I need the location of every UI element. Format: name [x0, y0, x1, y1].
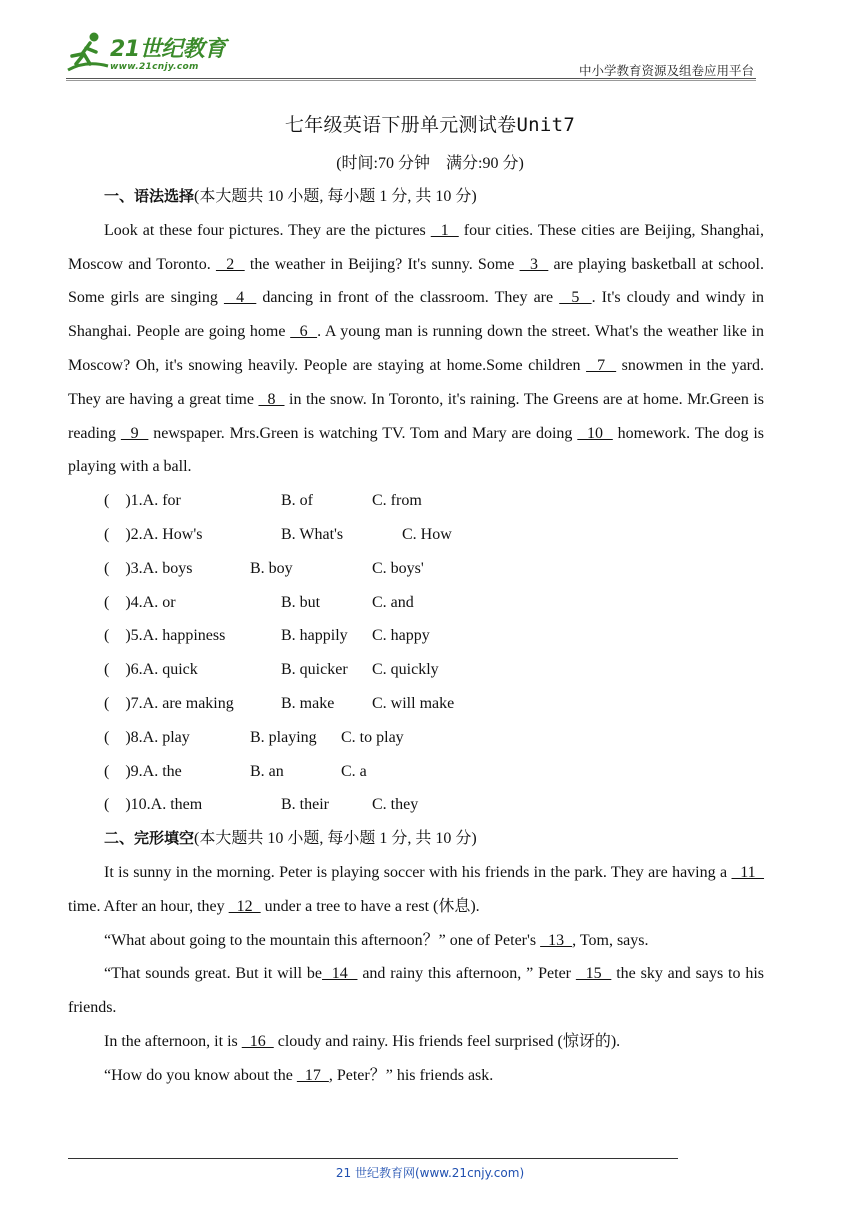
passage-text: under a tree to have a rest (休息). — [260, 897, 480, 915]
blank-12: 12 — [228, 897, 261, 915]
option-row — [68, 552, 764, 586]
passage-text: “What about going to the mountain this afternoon？” one of Peter's — [104, 931, 541, 949]
blank-2: 2 — [215, 255, 245, 273]
option-row — [68, 788, 764, 822]
option-b: B. their — [281, 796, 329, 814]
section2-paragraph-4 — [68, 1025, 764, 1059]
blank-15: 15 — [575, 965, 612, 983]
option-row — [68, 687, 764, 721]
option-b: B. quicker — [281, 661, 348, 679]
passage-text: in the snow. In Toronto, it's raining. The Greens are at home. Mr.Green is reading — [68, 390, 765, 442]
option-b: B. playing — [250, 728, 317, 746]
logo-url: www.21cnjy.com — [110, 62, 199, 72]
blank-14: 14 — [322, 965, 358, 983]
passage-text: Look at these four pictures. They are the pictures — [104, 221, 431, 239]
section2-title: 二、完形填空 — [104, 829, 195, 848]
passage-text: In the afternoon, it is — [104, 1032, 242, 1050]
blank-17: 17 — [296, 1066, 329, 1084]
option-row — [68, 484, 764, 518]
passage-text: newspaper. Mrs.Green is watching TV. Tom and Mary are doing — [148, 424, 578, 442]
blank-6: 6 — [290, 323, 318, 341]
option-row — [68, 619, 764, 653]
blank-10: 10 — [577, 424, 613, 442]
page-subtitle: (时间:70 分钟 满分:90 分) — [336, 155, 524, 172]
option-a: ( )10.A. them — [104, 796, 203, 814]
passage-text: time. After an hour, they — [68, 897, 229, 915]
section2-paragraph-3 — [68, 957, 764, 1025]
option-c: C. to play — [341, 728, 404, 746]
blank-4: 4 — [223, 289, 257, 307]
option-c: C. quickly — [372, 661, 439, 679]
page-header — [0, 0, 860, 90]
passage-text: the weather in Beijing? It's sunny. Some — [244, 255, 520, 273]
option-c: C. they — [372, 796, 419, 814]
option-b: B. but — [281, 593, 321, 611]
option-a: ( )9.A. the — [104, 762, 182, 780]
blank-9: 9 — [120, 424, 149, 442]
option-a: ( )4.A. or — [104, 593, 176, 611]
runner-logo-icon — [66, 30, 110, 76]
option-a: ( )8.A. play — [104, 728, 190, 746]
option-c: C. How — [402, 525, 452, 543]
option-c: C. happy — [372, 627, 430, 645]
option-b: B. make — [281, 694, 335, 712]
header-divider — [66, 78, 756, 79]
passage-text: “How do you know about the — [104, 1066, 297, 1084]
option-c: C. a — [341, 762, 367, 780]
section1-title: 一、语法选择 — [104, 187, 195, 205]
option-c: C. from — [372, 492, 422, 510]
option-b: B. boy — [250, 559, 293, 577]
section2-paragraph-5 — [68, 1059, 764, 1093]
logo-text: 21世纪教育 — [110, 37, 226, 62]
option-c: C. boys' — [372, 559, 424, 577]
passage-text: . It's cloudy and windy in Shanghai. People are going home — [68, 289, 765, 341]
header-divider-thin — [66, 80, 756, 81]
blank-7: 7 — [586, 356, 617, 374]
passage-text: are playing basketball at school. Some girls are singing — [68, 255, 764, 307]
option-b: B. an — [250, 762, 284, 780]
option-a: ( )7.A. are making — [104, 694, 234, 712]
header-slogan: 中小学教育资源及组卷应用平台 — [578, 63, 754, 78]
option-a: ( )6.A. quick — [104, 661, 198, 679]
option-row — [68, 518, 764, 552]
option-a: ( )3.A. boys — [104, 559, 193, 577]
site-logo — [66, 30, 236, 80]
section1-note: (本大题共 10 小题, 每小题 1 分, 共 10 分) — [194, 188, 477, 205]
option-c: C. will make — [372, 694, 455, 712]
option-b: B. happily — [281, 627, 348, 645]
passage-text: the sky and says to his friends. — [68, 965, 765, 1017]
passage-text: “That sounds great. But it will be — [104, 965, 323, 983]
passage-text: cloudy and rainy. His friends feel surprised (惊讶的). — [273, 1032, 621, 1050]
option-a: ( )2.A. How's — [104, 525, 203, 543]
section1-passage — [68, 214, 764, 484]
passage-text: and rainy this afternoon, ” Peter — [357, 965, 576, 983]
page-title: 七年级英语下册单元测试卷Unit7 — [284, 114, 576, 136]
footer-divider — [68, 1158, 678, 1159]
blank-8: 8 — [258, 390, 285, 408]
blank-13: 13 — [540, 931, 573, 949]
option-b: B. of — [281, 492, 313, 510]
passage-text: four cities. These cities are Beijing, Shanghai, Moscow and Toronto. — [68, 221, 765, 273]
passage-text: , Peter？” his friends ask. — [328, 1066, 494, 1084]
passage-text: snowmen in the yard. They are having a great time — [68, 356, 764, 408]
blank-11: 11 — [731, 863, 765, 881]
passage-text: It is sunny in the morning. Peter is playing soccer with his friends in the park. They are having a — [104, 863, 732, 881]
option-row — [68, 721, 764, 755]
blank-1: 1 — [430, 221, 459, 239]
section2-paragraph-2 — [68, 924, 764, 958]
exam-content — [68, 180, 764, 1093]
blank-3: 3 — [519, 255, 549, 273]
blank-5: 5 — [559, 289, 592, 307]
blank-16: 16 — [241, 1032, 274, 1050]
passage-text: , Tom, says. — [572, 931, 649, 949]
option-row — [68, 755, 764, 789]
section2-note: (本大题共 10 小题, 每小题 1 分, 共 10 分) — [194, 830, 477, 848]
option-row — [68, 653, 764, 687]
section1-heading — [68, 180, 764, 214]
option-c: C. and — [372, 593, 414, 611]
passage-text: homework. The dog is playing with a ball. — [68, 424, 764, 476]
page-footer: 21 世纪教育网(www.21cnjy.com) — [335, 1166, 525, 1180]
section2-heading — [68, 822, 764, 856]
section2-paragraph-1 — [68, 856, 764, 924]
section1-options — [68, 484, 764, 822]
option-a: ( )1.A. for — [104, 492, 181, 510]
option-a: ( )5.A. happiness — [104, 627, 226, 645]
passage-text: dancing in front of the classroom. They are — [256, 289, 560, 307]
option-row — [68, 586, 764, 620]
passage-text: . A young man is running down the street. What's the weather like in Moscow? Oh, it's snowing heavily. People are staying at home.Some children — [68, 323, 765, 374]
option-b: B. What's — [281, 525, 344, 543]
